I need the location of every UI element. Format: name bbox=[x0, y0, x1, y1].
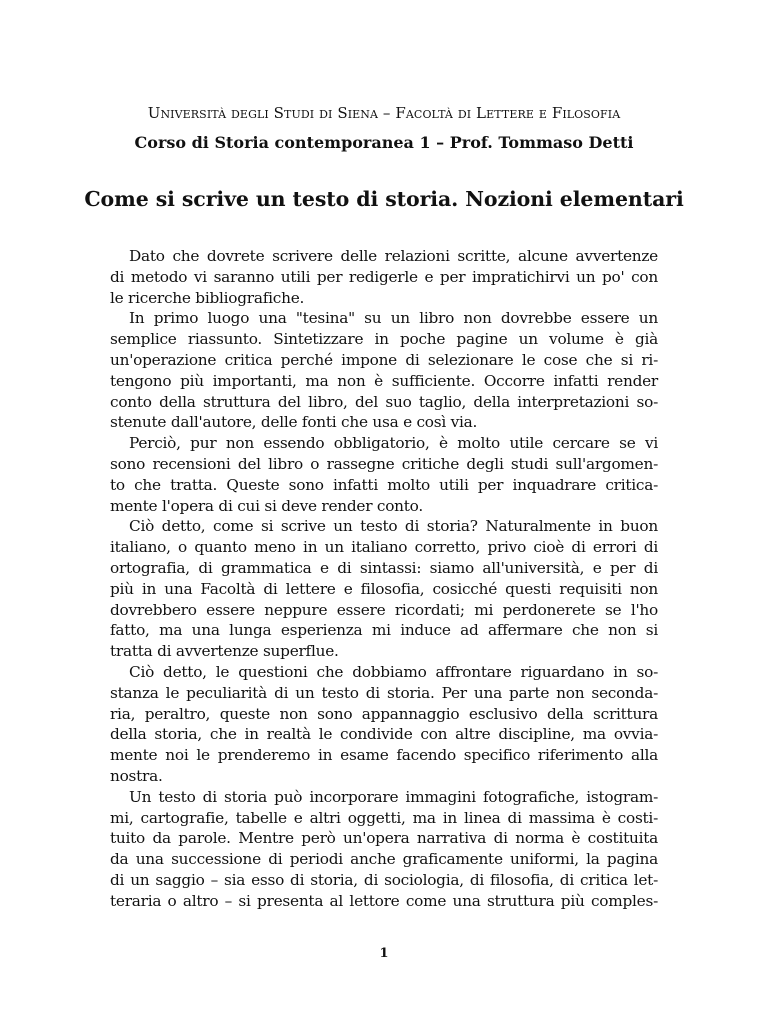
text-line: le ricerche bibliografiche. bbox=[110, 288, 305, 307]
text-line: dovrebbero essere neppure essere ricordati; mi perdonerete se l'ho bbox=[110, 600, 658, 619]
text-line: In primo luogo una "tesina" su un libro non dovrebbe essere un bbox=[129, 309, 658, 328]
university-header: Università degli Studi di Siena – Facoltà di Lettere e Filosofia bbox=[147, 104, 621, 122]
text-line: fatto, ma una lunga esperienza mi induce ad affermare che non si bbox=[110, 621, 658, 640]
text-line: della storia, che in realtà le condivide con altre discipline, ma ovvia- bbox=[110, 725, 658, 744]
text-line: di un saggio – sia esso di storia, di sociologia, di filosofia, di critica let- bbox=[110, 870, 658, 889]
course-header: Corso di Storia contemporanea 1 – Prof. Tommaso Detti bbox=[134, 133, 634, 152]
text-line: tratta di avvertenze superflue. bbox=[110, 642, 339, 661]
text-line: conto della struttura del libro, del suo taglio, della interpretazioni so- bbox=[110, 392, 658, 411]
text-line: ortografia, di grammatica e di sintassi: siamo all'università, e per di bbox=[110, 558, 658, 577]
text-line: semplice riassunto. Sintetizzare in poche pagine un volume è già bbox=[110, 330, 658, 349]
document-title: Come si scrive un testo di storia. Nozioni elementari bbox=[84, 187, 684, 211]
text-line: tengono più importanti, ma non è sufficiente. Occorre infatti render bbox=[110, 371, 658, 390]
text-line: di metodo vi saranno utili per redigerle e per impratichirvi un po' con bbox=[110, 267, 658, 286]
text-line: Un testo di storia può incorporare immagini fotografiche, istogram- bbox=[129, 787, 658, 806]
text-line: Ciò detto, le questioni che dobbiamo affrontare riguardano in so- bbox=[129, 662, 658, 681]
text-line: stenute dall'autore, delle fonti che usa e così via. bbox=[110, 413, 478, 432]
text-line: mi, cartografie, tabelle e altri oggetti, ma in linea di massima è costi- bbox=[110, 808, 658, 827]
text-line: sono recensioni del libro o rassegne critiche degli studi sull'argomen- bbox=[110, 454, 658, 473]
text-line: teraria o altro – si presenta al lettore come una struttura più comples- bbox=[110, 891, 658, 910]
text-line: ria, peraltro, queste non sono appannaggio esclusivo della scrittura bbox=[110, 704, 658, 723]
text-line: mente noi le prenderemo in esame facendo specifico riferimento alla bbox=[110, 746, 658, 765]
text-line: mente l'opera di cui si deve render conto. bbox=[110, 496, 423, 515]
text-line: italiano, o quanto meno in un italiano corretto, privo cioè di errori di bbox=[110, 538, 658, 557]
text-line: Ciò detto, come si scrive un testo di storia? Naturalmente in buon bbox=[129, 517, 658, 536]
text-line: più in una Facoltà di lettere e filosofia, cosicché questi requisiti non bbox=[110, 579, 658, 598]
text-line: tuito da parole. Mentre però un'opera narrativa di norma è costituita bbox=[110, 829, 658, 848]
text-line: un'operazione critica perché impone di selezionare le cose che si ri- bbox=[110, 350, 658, 369]
text-line: da una successione di periodi anche graficamente uniformi, la pagina bbox=[110, 850, 658, 869]
body-text bbox=[110, 246, 658, 912]
text-line: Dato che dovrete scrivere delle relazioni scritte, alcune avvertenze bbox=[129, 247, 658, 265]
text-line: stanza le peculiarità di un testo di storia. Per una parte non seconda- bbox=[110, 683, 658, 702]
page-number: 1 bbox=[379, 946, 389, 961]
text-line: Perciò, pur non essendo obbligatorio, è molto utile cercare se vi bbox=[129, 434, 658, 453]
text-line: nostra. bbox=[110, 766, 163, 785]
text-line: to che tratta. Queste sono infatti molto utili per inquadrare critica- bbox=[110, 475, 658, 494]
